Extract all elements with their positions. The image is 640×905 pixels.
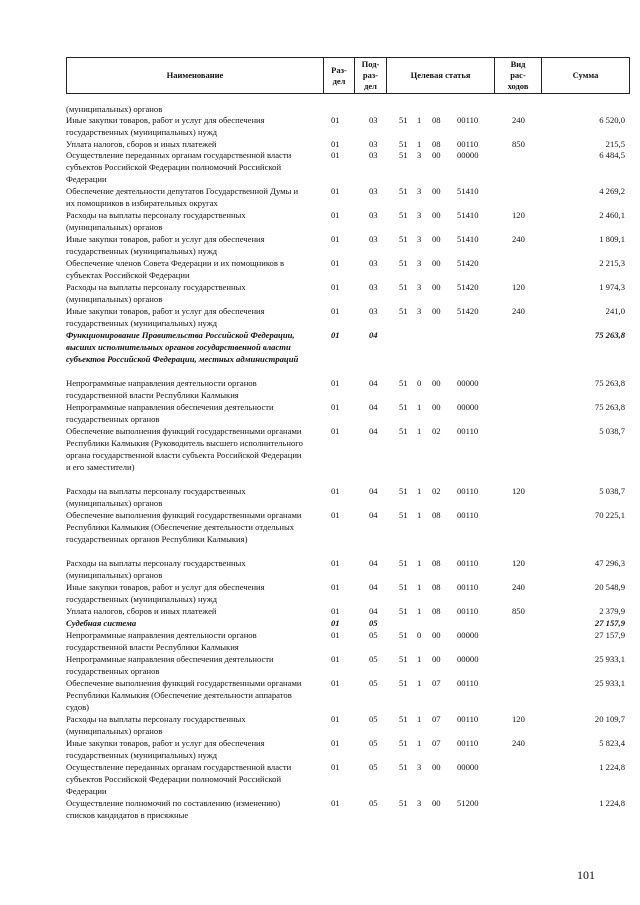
row-podrazdel: 04 [369,426,378,436]
row-podrazdel: 03 [369,115,378,125]
row-podrazdel: 05 [369,714,378,724]
row-summa: 1 224,8 [599,762,625,772]
row-summa: 27 157,9 [594,618,625,628]
row-target-d: 00110 [457,558,479,568]
row-podrazdel: 03 [369,186,378,196]
table-row [66,401,629,425]
row-razdel: 01 [331,798,340,808]
row-razdel: 01 [331,282,340,292]
row-razdel: 01 [331,714,340,724]
row-razdel: 01 [331,630,340,640]
row-target-d: 00110 [457,139,479,149]
table-row [66,377,629,401]
row-target-a: 51 [399,426,408,436]
row-name: Обеспечение выполнения функций государственными органами Республики Калмыкия (Руководитель высшего исполнительного органа государственной власти субъекта Российской Федерации и его заместители) [66,426,303,472]
row-target-a: 51 [399,210,408,220]
row-summa: 1 224,8 [599,798,625,808]
row-name: Расходы на выплаты персоналу государственных (муниципальных) органов [66,558,246,580]
row-summa: 2 215,3 [599,258,625,268]
row-target-a: 51 [399,606,408,616]
row-target-d: 51410 [457,210,479,220]
row-razdel: 01 [331,486,340,496]
row-target-b: 3 [417,258,422,268]
row-target-c: 08 [432,510,441,520]
row-target-a: 51 [399,798,408,808]
row-summa: 20 109,7 [594,714,625,724]
table-row [66,425,629,485]
row-target-d: 00110 [457,426,479,436]
row-target-a: 51 [399,258,408,268]
row-target-b: 1 [417,582,422,592]
row-target-d: 00110 [457,678,479,688]
table-row [66,653,629,677]
table-row [66,305,629,329]
row-summa: 70 225,1 [594,510,625,520]
row-target-c: 00 [432,402,441,412]
row-summa: 5 038,7 [599,486,625,496]
row-target-b: 1 [417,606,422,616]
row-target-c: 08 [432,582,441,592]
row-target-d: 51410 [457,186,479,196]
table-row [66,713,629,737]
row-razdel: 01 [331,510,340,520]
page-number: 101 [577,868,595,882]
row-summa: 1 809,1 [599,234,625,244]
row-target-c: 07 [432,738,441,748]
table-row [66,485,629,509]
row-target-d: 00000 [457,402,479,412]
row-target-a: 51 [399,139,408,149]
table-row [66,737,629,761]
row-target-b: 1 [417,654,422,664]
row-razdel: 01 [331,115,340,125]
row-vid: 120 [512,210,525,220]
row-podrazdel: 03 [369,306,378,316]
row-target-b: 3 [417,306,422,316]
table-row [66,761,629,797]
row-podrazdel: 04 [369,510,378,520]
row-target-a: 51 [399,486,408,496]
row-vid: 120 [512,558,525,568]
table-row [66,233,629,257]
row-summa: 5 823,4 [599,738,625,748]
row-name: Иные закупки товаров, работ и услуг для обеспечения государственных (муниципальных) нужд [66,582,265,604]
table-row [66,185,629,209]
row-name: Обеспечение деятельности депутатов Государственной Думы и их помощников в избирательных округах [66,186,299,208]
row-summa: 75 263,8 [594,378,625,388]
row-vid: 850 [512,606,525,616]
row-razdel: 01 [331,606,340,616]
row-name: Уплата налогов, сборов и иных платежей [66,139,217,149]
row-podrazdel: 05 [369,678,378,688]
row-summa: 25 933,1 [594,678,625,688]
row-target-b: 3 [417,798,422,808]
table-header [66,57,630,94]
row-target-c: 02 [432,426,441,436]
row-target-c: 00 [432,150,441,160]
row-target-b: 1 [417,510,422,520]
table-row [66,581,629,605]
row-podrazdel: 05 [369,654,378,664]
row-name: Обеспечение членов Совета Федерации и их помощников в субъектах Российской Федерации [66,258,285,280]
row-target-b: 3 [417,150,422,160]
row-summa: 241,0 [605,306,625,316]
row-name: Расходы на выплаты персоналу государственных (муниципальных) органов [66,282,246,304]
row-target-d: 00110 [457,115,479,125]
row-vid: 120 [512,282,525,292]
row-target-d: 00000 [457,150,479,160]
row-target-a: 51 [399,762,408,772]
row-vid: 120 [512,486,525,496]
row-target-c: 00 [432,282,441,292]
row-target-d: 00110 [457,714,479,724]
row-target-d: 00000 [457,378,479,388]
row-target-d: 51420 [457,306,479,316]
row-razdel: 01 [331,426,340,436]
row-target-c: 07 [432,714,441,724]
table-row [66,629,629,653]
row-podrazdel: 03 [369,210,378,220]
row-podrazdel: 04 [369,606,378,616]
row-razdel: 01 [331,378,340,388]
row-razdel: 01 [331,186,340,196]
row-razdel: 01 [331,558,340,568]
row-vid: 240 [512,738,525,748]
row-target-c: 00 [432,630,441,640]
row-razdel: 01 [331,762,340,772]
row-target-a: 51 [399,402,408,412]
row-target-c: 00 [432,210,441,220]
row-razdel: 01 [331,582,340,592]
table-row [66,677,629,713]
row-target-a: 51 [399,234,408,244]
table-row [66,509,629,557]
table-row [66,797,629,821]
row-summa: 2 460,1 [599,210,625,220]
row-razdel: 01 [331,139,340,149]
table-row [66,605,629,617]
row-podrazdel: 04 [369,378,378,388]
row-target-c: 00 [432,234,441,244]
table-row [66,138,629,149]
row-razdel: 01 [331,150,340,160]
row-podrazdel: 03 [369,150,378,160]
row-razdel: 01 [331,654,340,664]
row-summa: 2 379,9 [599,606,625,616]
row-name: Осуществление переданных органам государственной власти субъектов Российской Федерации полномочий Российской Федерации [66,150,292,184]
row-name: Расходы на выплаты персоналу государственных (муниципальных) органов [66,210,246,232]
row-podrazdel: 04 [369,558,378,568]
row-name: Осуществление полномочий по составлению (изменению) списков кандидатов в присяжные [66,798,281,820]
row-target-a: 51 [399,654,408,664]
row-vid: 120 [512,714,525,724]
row-summa: 6 520,0 [599,115,625,125]
row-summa: 75 263,8 [594,330,625,340]
row-target-a: 51 [399,558,408,568]
header-razdel: Раз- дел [324,58,355,94]
row-razdel: 01 [331,618,340,628]
row-target-a: 51 [399,150,408,160]
row-name: Судебная система [66,618,137,628]
row-razdel: 01 [331,306,340,316]
row-target-d: 51200 [457,798,479,808]
row-target-b: 1 [417,714,422,724]
row-razdel: 01 [331,210,340,220]
row-vid: 850 [512,139,525,149]
table-row [66,257,629,281]
row-razdel: 01 [331,330,340,340]
header-name: Наименование [67,58,324,94]
header-vid: Вид рас- ходов [495,58,542,94]
row-name: Иные закупки товаров, работ и услуг для обеспечения государственных (муниципальных) нужд [66,306,265,328]
row-target-a: 51 [399,738,408,748]
table-row [66,103,629,114]
row-target-d: 00110 [457,486,479,496]
row-target-d: 00110 [457,738,479,748]
row-podrazdel: 04 [369,330,378,340]
row-target-a: 51 [399,282,408,292]
row-name: Непрограммные направления деятельности органов государственной власти Республики Калмыкия [66,630,257,652]
table-body [66,103,629,821]
row-razdel: 01 [331,678,340,688]
table-row [66,281,629,305]
row-target-b: 3 [417,210,422,220]
row-target-c: 08 [432,115,441,125]
row-target-c: 00 [432,798,441,808]
row-summa: 20 548,9 [594,582,625,592]
header-podrazdel: Под- раз- дел [355,58,387,94]
row-target-a: 51 [399,714,408,724]
row-target-d: 51420 [457,258,479,268]
row-target-c: 02 [432,486,441,496]
row-name: Иные закупки товаров, работ и услуг для обеспечения государственных (муниципальных) нужд [66,234,265,256]
row-name: Обеспечение выполнения функций государственными органами Республики Калмыкия (Обеспечение деятельности отдельных государственных органов Республики Калмыкия) [66,510,302,544]
row-name: (муниципальных) органов [66,104,163,114]
row-summa: 215,5 [605,139,625,149]
row-target-a: 51 [399,510,408,520]
header-target: Целевая статья [387,58,495,94]
row-target-b: 3 [417,762,422,772]
row-name: Осуществление переданных органам государственной власти субъектов Российской Федерации полномочий Российской Федерации [66,762,292,796]
row-target-d: 51410 [457,234,479,244]
table-row [66,329,629,377]
row-target-b: 1 [417,558,422,568]
row-vid: 240 [512,306,525,316]
row-target-c: 00 [432,306,441,316]
row-podrazdel: 03 [369,258,378,268]
row-name: Непрограммные направления деятельности органов государственной власти Республики Калмыкия [66,378,257,400]
row-target-a: 51 [399,678,408,688]
row-name: Непрограммные направления обеспечения деятельности государственных органов [66,654,274,676]
row-razdel: 01 [331,402,340,412]
row-target-c: 00 [432,186,441,196]
row-summa: 47 296,3 [594,558,625,568]
row-target-a: 51 [399,378,408,388]
row-target-d: 00000 [457,630,479,640]
row-target-b: 1 [417,115,422,125]
row-podrazdel: 05 [369,762,378,772]
header-summa: Сумма [542,58,630,94]
row-summa: 6 484,5 [599,150,625,160]
row-target-b: 0 [417,378,422,388]
row-podrazdel: 03 [369,139,378,149]
row-vid: 240 [512,582,525,592]
table-row [66,617,629,629]
row-target-d: 51420 [457,282,479,292]
row-podrazdel: 03 [369,282,378,292]
row-target-d: 00000 [457,654,479,664]
row-podrazdel: 04 [369,486,378,496]
table-row [66,149,629,185]
row-name: Иные закупки товаров, работ и услуг для обеспечения государственных (муниципальных) нужд [66,115,265,137]
table-row [66,557,629,581]
row-name: Расходы на выплаты персоналу государственных (муниципальных) органов [66,714,246,736]
row-name: Функционирование Правительства Российской Федерации, высших исполнительных органов государственной власти субъектов Российской Федерации, местных администраций [66,330,299,364]
row-target-c: 00 [432,258,441,268]
row-target-b: 1 [417,426,422,436]
row-podrazdel: 05 [369,618,378,628]
row-target-b: 3 [417,186,422,196]
row-target-a: 51 [399,186,408,196]
row-podrazdel: 05 [369,798,378,808]
row-target-d: 00110 [457,510,479,520]
row-target-b: 1 [417,139,422,149]
row-podrazdel: 05 [369,630,378,640]
row-name: Уплата налогов, сборов и иных платежей [66,606,217,616]
row-target-b: 1 [417,486,422,496]
row-summa: 27 157,9 [594,630,625,640]
row-summa: 1 974,3 [599,282,625,292]
row-summa: 5 038,7 [599,426,625,436]
row-name: Расходы на выплаты персоналу государственных (муниципальных) органов [66,486,246,508]
row-target-c: 08 [432,558,441,568]
row-target-d: 00110 [457,606,479,616]
row-name: Иные закупки товаров, работ и услуг для обеспечения государственных (муниципальных) нужд [66,738,265,760]
table-row [66,209,629,233]
row-name: Обеспечение выполнения функций государственными органами Республики Калмыкия (Обеспечение деятельности аппаратов судов) [66,678,302,712]
row-target-a: 51 [399,630,408,640]
row-target-c: 00 [432,378,441,388]
row-target-c: 00 [432,762,441,772]
row-target-c: 07 [432,678,441,688]
table-row [66,114,629,138]
row-target-c: 08 [432,139,441,149]
row-target-b: 3 [417,282,422,292]
row-target-a: 51 [399,306,408,316]
row-vid: 240 [512,115,525,125]
row-vid: 240 [512,234,525,244]
row-target-d: 00000 [457,762,479,772]
row-target-a: 51 [399,115,408,125]
row-target-b: 1 [417,678,422,688]
row-razdel: 01 [331,234,340,244]
row-target-b: 3 [417,234,422,244]
row-summa: 4 269,2 [599,186,625,196]
row-target-c: 08 [432,606,441,616]
row-summa: 25 933,1 [594,654,625,664]
row-razdel: 01 [331,738,340,748]
row-target-b: 1 [417,402,422,412]
row-razdel: 01 [331,258,340,268]
row-podrazdel: 03 [369,234,378,244]
row-podrazdel: 04 [369,402,378,412]
row-podrazdel: 04 [369,582,378,592]
row-target-c: 00 [432,654,441,664]
row-podrazdel: 05 [369,738,378,748]
row-target-d: 00110 [457,582,479,592]
row-name: Непрограммные направления обеспечения деятельности государственных органов [66,402,274,424]
row-summa: 75 263,8 [594,402,625,412]
row-target-a: 51 [399,582,408,592]
row-target-b: 0 [417,630,422,640]
row-target-b: 1 [417,738,422,748]
